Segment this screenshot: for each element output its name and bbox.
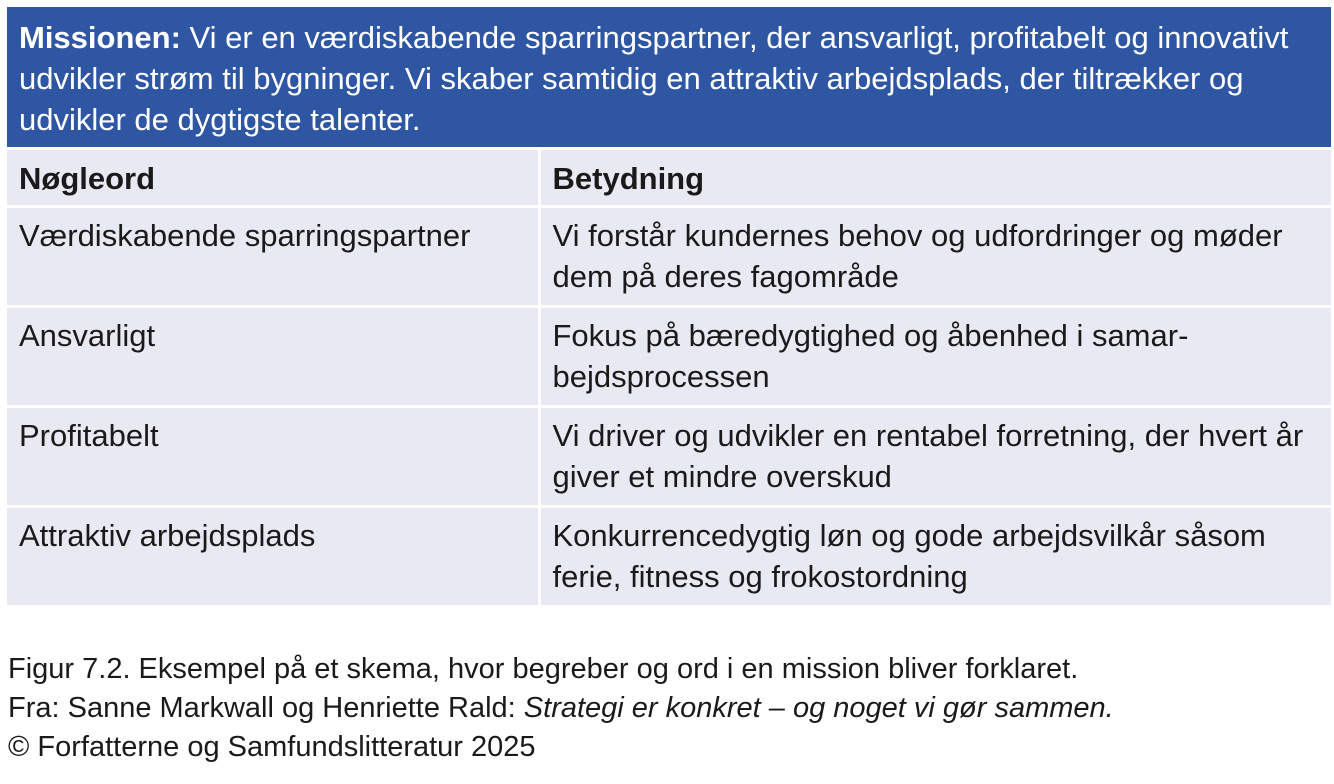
meaning-cell: Vi forstår kundernes behov og udfordringer og møder dem på deres fagområde xyxy=(539,207,1331,307)
keyword-cell: Værdiskabende sparringspartner xyxy=(7,207,539,307)
meaning-cell: Konkurrencedygtig løn og gode arbejdsvilkår såsom ferie, fitness og frokostordning xyxy=(539,507,1331,606)
keyword-cell: Ansvarligt xyxy=(7,307,539,407)
caption-line-2 xyxy=(8,689,1114,728)
header-meaning: Betydning xyxy=(539,149,1331,207)
mission-label: Missionen: xyxy=(19,20,181,55)
table-header-row xyxy=(7,149,1331,207)
keyword-table xyxy=(7,147,1331,605)
header-keyword: Nøgleord xyxy=(7,149,539,207)
meaning-cell: Vi driver og udvikler en rentabel forretning, der hvert år giver et mindre overskud xyxy=(539,407,1331,507)
caption-copyright: © Forfatterne og Samfundslitteratur 2025 xyxy=(8,731,536,763)
table-row xyxy=(7,507,1331,606)
table-row xyxy=(7,307,1331,407)
mission-text: Vi er en værdiskabende sparringspartner, der ansvarligt, profitabelt og innovativt udvikler strøm til bygninger. Vi skaber samtidig en attraktiv arbejdsplads, der tiltrækker og udvikler de dygtigste talenter. xyxy=(19,20,1289,137)
meaning-cell: Fokus på bæredygtighed og åbenhed i samar-bejdsprocessen xyxy=(539,307,1331,407)
keyword-cell: Attraktiv arbejdsplads xyxy=(7,507,539,606)
caption-line-1: Figur 7.2. Eksempel på et skema, hvor begreber og ord i en mission bliver forklaret. xyxy=(8,653,1079,685)
mission-statement xyxy=(7,7,1331,147)
caption-book-title: Strategi er konkret – og noget vi gør sammen. xyxy=(523,692,1114,724)
keyword-cell: Profitabelt xyxy=(7,407,539,507)
mission-table xyxy=(7,7,1331,605)
caption-source-prefix: Fra: Sanne Markwall og Henriette Rald: xyxy=(8,692,524,724)
table-row xyxy=(7,207,1331,307)
table-row xyxy=(7,407,1331,507)
figure-caption xyxy=(8,650,1114,767)
